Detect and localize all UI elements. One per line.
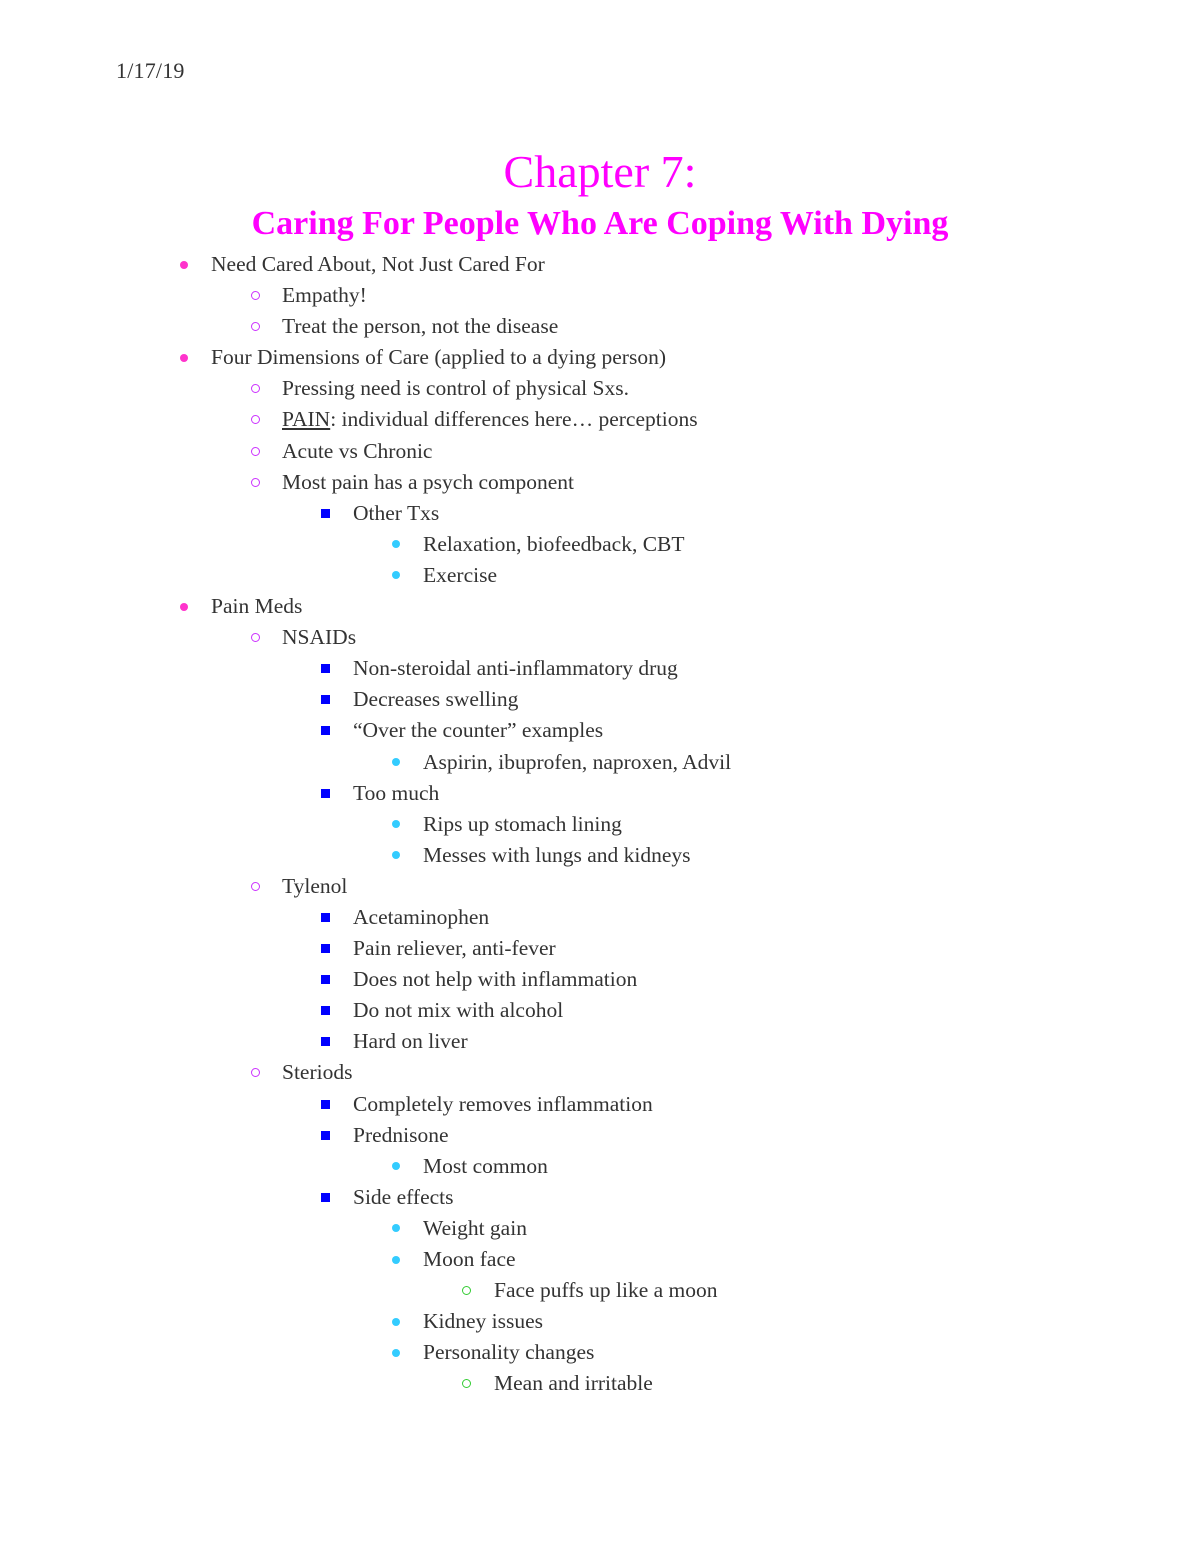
blue-square-icon [318,653,332,684]
cyan-dot-icon [389,560,403,591]
outline-item-text: Relaxation, biofeedback, CBT [423,531,685,556]
outline-item-level-3 [0,964,1200,995]
cyan-dot-icon [389,1244,403,1275]
blue-square-icon [318,778,332,809]
outline-item-level-4 [0,560,1200,591]
outline-item-text: Pain Meds [211,594,303,619]
outline-item-text: Weight gain [423,1215,527,1240]
outline-item-text: Kidney issues [423,1309,544,1334]
outline-item-level-3 [0,902,1200,933]
outline-item-level-3 [0,995,1200,1026]
outline-item-text [282,404,698,435]
outline-item-level-1 [0,249,1200,280]
purple-ring-icon [248,871,262,902]
blue-square-icon [318,498,332,529]
outline-item-text: Face puffs up like a moon [494,1278,718,1303]
outline-item-level-4 [0,1244,1200,1275]
outline-item-level-1 [0,591,1200,622]
blue-square-icon [318,933,332,964]
outline-item-text: Aspirin, ibuprofen, naproxen, Advil [423,749,732,774]
outline-item-text: Pain reliever, anti-fever [353,936,556,961]
outline-item-text: Prednisone [353,1122,449,1147]
outline-item-text: Personality changes [423,1340,595,1365]
outline-item-level-3 [0,1089,1200,1120]
cyan-dot-icon [389,809,403,840]
outline-item-text: Side effects [353,1184,454,1209]
blue-square-icon [318,684,332,715]
pink-dot-icon [177,249,191,280]
outline-item-level-2 [0,1057,1200,1088]
outline-item-text: Empathy! [282,283,367,308]
outline-item-text: Rips up stomach lining [423,811,622,836]
cyan-dot-icon [389,747,403,778]
purple-ring-icon [248,622,262,653]
cyan-dot-icon [389,1306,403,1337]
pink-dot-icon [177,342,191,373]
outline-item-level-2 [0,280,1200,311]
outline-item-level-4 [0,747,1200,778]
blue-square-icon [318,1026,332,1057]
outline-item-text: Too much [353,780,440,805]
outline-item-text: Mean and irritable [494,1371,653,1396]
outline-item-text: Hard on liver [353,1029,468,1054]
green-ring-icon [459,1275,473,1306]
outline-item-text: Acute vs Chronic [282,438,433,463]
blue-square-icon [318,964,332,995]
pink-dot-icon [177,591,191,622]
outline-item-level-2 [0,467,1200,498]
purple-ring-icon [248,280,262,311]
cyan-dot-icon [389,1337,403,1368]
outline-item-text: Steriods [282,1060,353,1085]
outline-item-level-2 [0,311,1200,342]
blue-square-icon [318,1089,332,1120]
outline-item-level-3 [0,1120,1200,1151]
outline-item-text: Four Dimensions of Care (applied to a dying person) [211,345,666,370]
outline-item-level-2 [0,404,1200,435]
purple-ring-icon [248,311,262,342]
purple-ring-icon [248,436,262,467]
outline-item-text: Tylenol [282,873,348,898]
outline-item-text: Non-steroidal anti-inflammatory drug [353,656,678,681]
outline-item-text: Pressing need is control of physical Sxs. [282,376,629,401]
outline-item-text: Decreases swelling [353,687,519,712]
outline-item-level-1 [0,342,1200,373]
outline-item-level-4 [0,809,1200,840]
outline-item-text: Most common [423,1153,548,1178]
outline-item-level-2 [0,622,1200,653]
outline-item-level-3 [0,684,1200,715]
outline-item-rest: : individual differences here… perceptions [330,407,698,432]
outline-item-text: Acetaminophen [353,904,490,929]
outline-item-level-3 [0,933,1200,964]
outline-item-level-3 [0,653,1200,684]
green-ring-icon [459,1368,473,1399]
date-header: 1/17/19 [116,58,185,83]
underlined-term: PAIN [282,407,331,432]
outline-item-level-2 [0,436,1200,467]
outline-item-text: Need Cared About, Not Just Cared For [211,252,545,276]
purple-ring-icon [248,373,262,404]
outline-item-level-5 [0,1368,1200,1399]
blue-square-icon [318,1182,332,1213]
purple-ring-icon [248,404,262,435]
outline-item-text: Other Txs [353,500,440,525]
outline-item-level-3 [0,498,1200,529]
outline-item-level-3 [0,715,1200,746]
outline-item-level-4 [0,840,1200,871]
outline-item-level-3 [0,778,1200,809]
purple-ring-icon [248,1057,262,1088]
outline-item-level-2 [0,871,1200,902]
blue-square-icon [318,902,332,933]
outline-item-level-4 [0,529,1200,560]
outline-item-level-3 [0,1182,1200,1213]
blue-square-icon [318,995,332,1026]
purple-ring-icon [248,467,262,498]
outline-item-level-5 [0,1275,1200,1306]
outline-item-text: Does not help with inflammation [353,967,638,992]
outline-item-level-3 [0,1026,1200,1057]
outline-item-text: Treat the person, not the disease [282,314,559,339]
outline-item-text: Most pain has a psych component [282,469,574,494]
outline-item-level-4 [0,1337,1200,1368]
cyan-dot-icon [389,840,403,871]
blue-square-icon [318,1120,332,1151]
notes-outline [0,249,1200,1399]
outline-item-text: Do not mix with alcohol [353,998,564,1023]
page-subtitle: Caring For People Who Are Coping With Dying [251,205,949,242]
cyan-dot-icon [389,529,403,560]
outline-item-text: Moon face [423,1247,516,1271]
outline-item-level-4 [0,1151,1200,1182]
outline-item-level-4 [0,1213,1200,1244]
page-title: Chapter 7: [503,146,697,197]
outline-item-text: Messes with lungs and kidneys [423,842,691,867]
cyan-dot-icon [389,1213,403,1244]
outline-item-level-2 [0,373,1200,404]
cyan-dot-icon [389,1151,403,1182]
outline-item-level-4 [0,1306,1200,1337]
outline-item-text: NSAIDs [282,625,357,650]
blue-square-icon [318,715,332,746]
outline-item-text: Completely removes inflammation [353,1091,653,1116]
outline-item-text: “Over the counter” examples [353,718,604,743]
outline-item-text: Exercise [423,562,498,587]
